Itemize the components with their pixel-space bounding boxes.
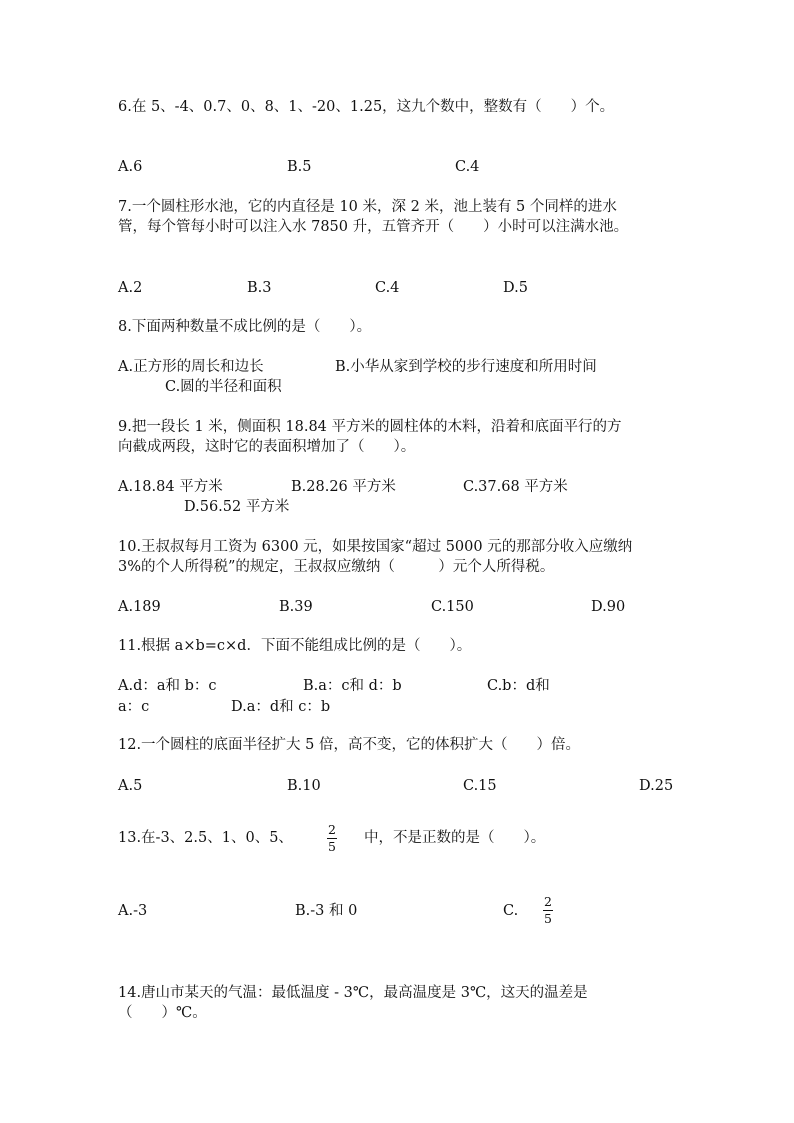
question-10-option-c[interactable]: C.150 — [431, 599, 474, 615]
fraction-denominator: 5 — [544, 911, 552, 926]
question-13-stem-part-1: 13.在-3、2.5、1、0、5、 — [118, 830, 293, 846]
question-13-option-c-fraction — [543, 895, 553, 926]
question-10-stem-line-2: 3%的个人所得税”的规定，王叔叔应缴纳（ ）元个人所得税。 — [118, 559, 555, 575]
question-9-option-b[interactable]: B.28.26 平方米 — [291, 479, 396, 495]
question-11-stem: 11.根据 a×b=c×d．下面不能组成比例的是（ ）。 — [118, 638, 472, 654]
question-8-option-c[interactable]: C.圆的半径和面积 — [165, 379, 282, 395]
question-11-option-d[interactable]: D.a：d和 c：b — [231, 699, 331, 715]
question-9-option-d[interactable]: D.56.52 平方米 — [184, 499, 290, 515]
question-12-stem: 12.一个圆柱的底面半径扩大 5 倍，高不变，它的体积扩大（ ）倍。 — [118, 737, 581, 753]
question-6-stem: 6.在 5、-4、0.7、0、8、1、-20、1.25，这九个数中，整数有（ ）个。 — [118, 99, 615, 115]
question-8-stem: 8.下面两种数量不成比例的是（ ）。 — [118, 319, 372, 335]
question-10-stem-line-1: 10.王叔叔每月工资为 6300 元，如果按国家“超过 5000 元的那部分收入应缴纳 — [118, 539, 633, 555]
question-12-option-b[interactable]: B.10 — [287, 778, 321, 794]
question-11-option-b[interactable]: B.a：c和 d：b — [303, 678, 402, 694]
question-13-option-a[interactable]: A.-3 — [118, 903, 148, 919]
question-8-option-a[interactable]: A.正方形的周长和边长 — [118, 359, 264, 375]
question-7-stem-line-2: 管，每个管每小时可以注入水 7850 升，五管齐开（ ）小时可以注满水池。 — [118, 219, 629, 235]
question-14-stem-line-1: 14.唐山市某天的气温：最低温度 - 3℃，最高温度是 3℃，这天的温差是 — [118, 985, 588, 1001]
question-9-stem-line-1: 9.把一段长 1 米，侧面积 18.84 平方米的圆柱体的木料，沿着和底面平行的方 — [118, 419, 622, 435]
question-13-option-b[interactable]: B.-3 和 0 — [295, 903, 358, 919]
question-7-option-c[interactable]: C.4 — [375, 280, 400, 296]
question-13-option-c[interactable]: C. — [503, 903, 519, 919]
question-10-option-a[interactable]: A.189 — [118, 599, 161, 615]
question-12-option-c[interactable]: C.15 — [463, 778, 497, 794]
question-12-option-d[interactable]: D.25 — [639, 778, 674, 794]
question-7-option-d[interactable]: D.5 — [503, 280, 528, 296]
question-11-option-c[interactable]: C.b：d和 — [487, 678, 550, 694]
question-13-stem-part-2: 中，不是正数的是（ ）。 — [364, 830, 546, 846]
question-6-option-a[interactable]: A.6 — [118, 159, 143, 175]
question-6-option-b[interactable]: B.5 — [287, 159, 312, 175]
question-7-option-b[interactable]: B.3 — [247, 280, 272, 296]
question-13-fraction — [327, 823, 337, 854]
fraction-numerator: 2 — [544, 894, 552, 909]
question-14-stem-line-2[interactable]: （ ）℃。 — [118, 1005, 207, 1021]
fraction-numerator: 2 — [328, 822, 336, 837]
question-10-option-b[interactable]: B.39 — [279, 599, 313, 615]
question-10-option-d[interactable]: D.90 — [591, 599, 626, 615]
question-9-option-c[interactable]: C.37.68 平方米 — [463, 479, 568, 495]
question-9-option-a[interactable]: A.18.84 平方米 — [118, 479, 223, 495]
question-7-stem-line-1: 7.一个圆柱形水池，它的内直径是 10 米，深 2 米，池上装有 5 个同样的进水 — [118, 199, 617, 215]
question-7-option-a[interactable]: A.2 — [118, 280, 143, 296]
question-6-option-c[interactable]: C.4 — [455, 159, 480, 175]
question-12-option-a[interactable]: A.5 — [118, 778, 143, 794]
question-11-option-c-continued: a：c — [118, 699, 150, 715]
question-8-option-b[interactable]: B.小华从家到学校的步行速度和所用时间 — [335, 359, 597, 375]
question-11-option-a[interactable]: A.d：a和 b：c — [118, 678, 217, 694]
fraction-denominator: 5 — [328, 839, 336, 854]
question-9-stem-line-2: 向截成两段，这时它的表面积增加了（ ）。 — [118, 439, 416, 455]
